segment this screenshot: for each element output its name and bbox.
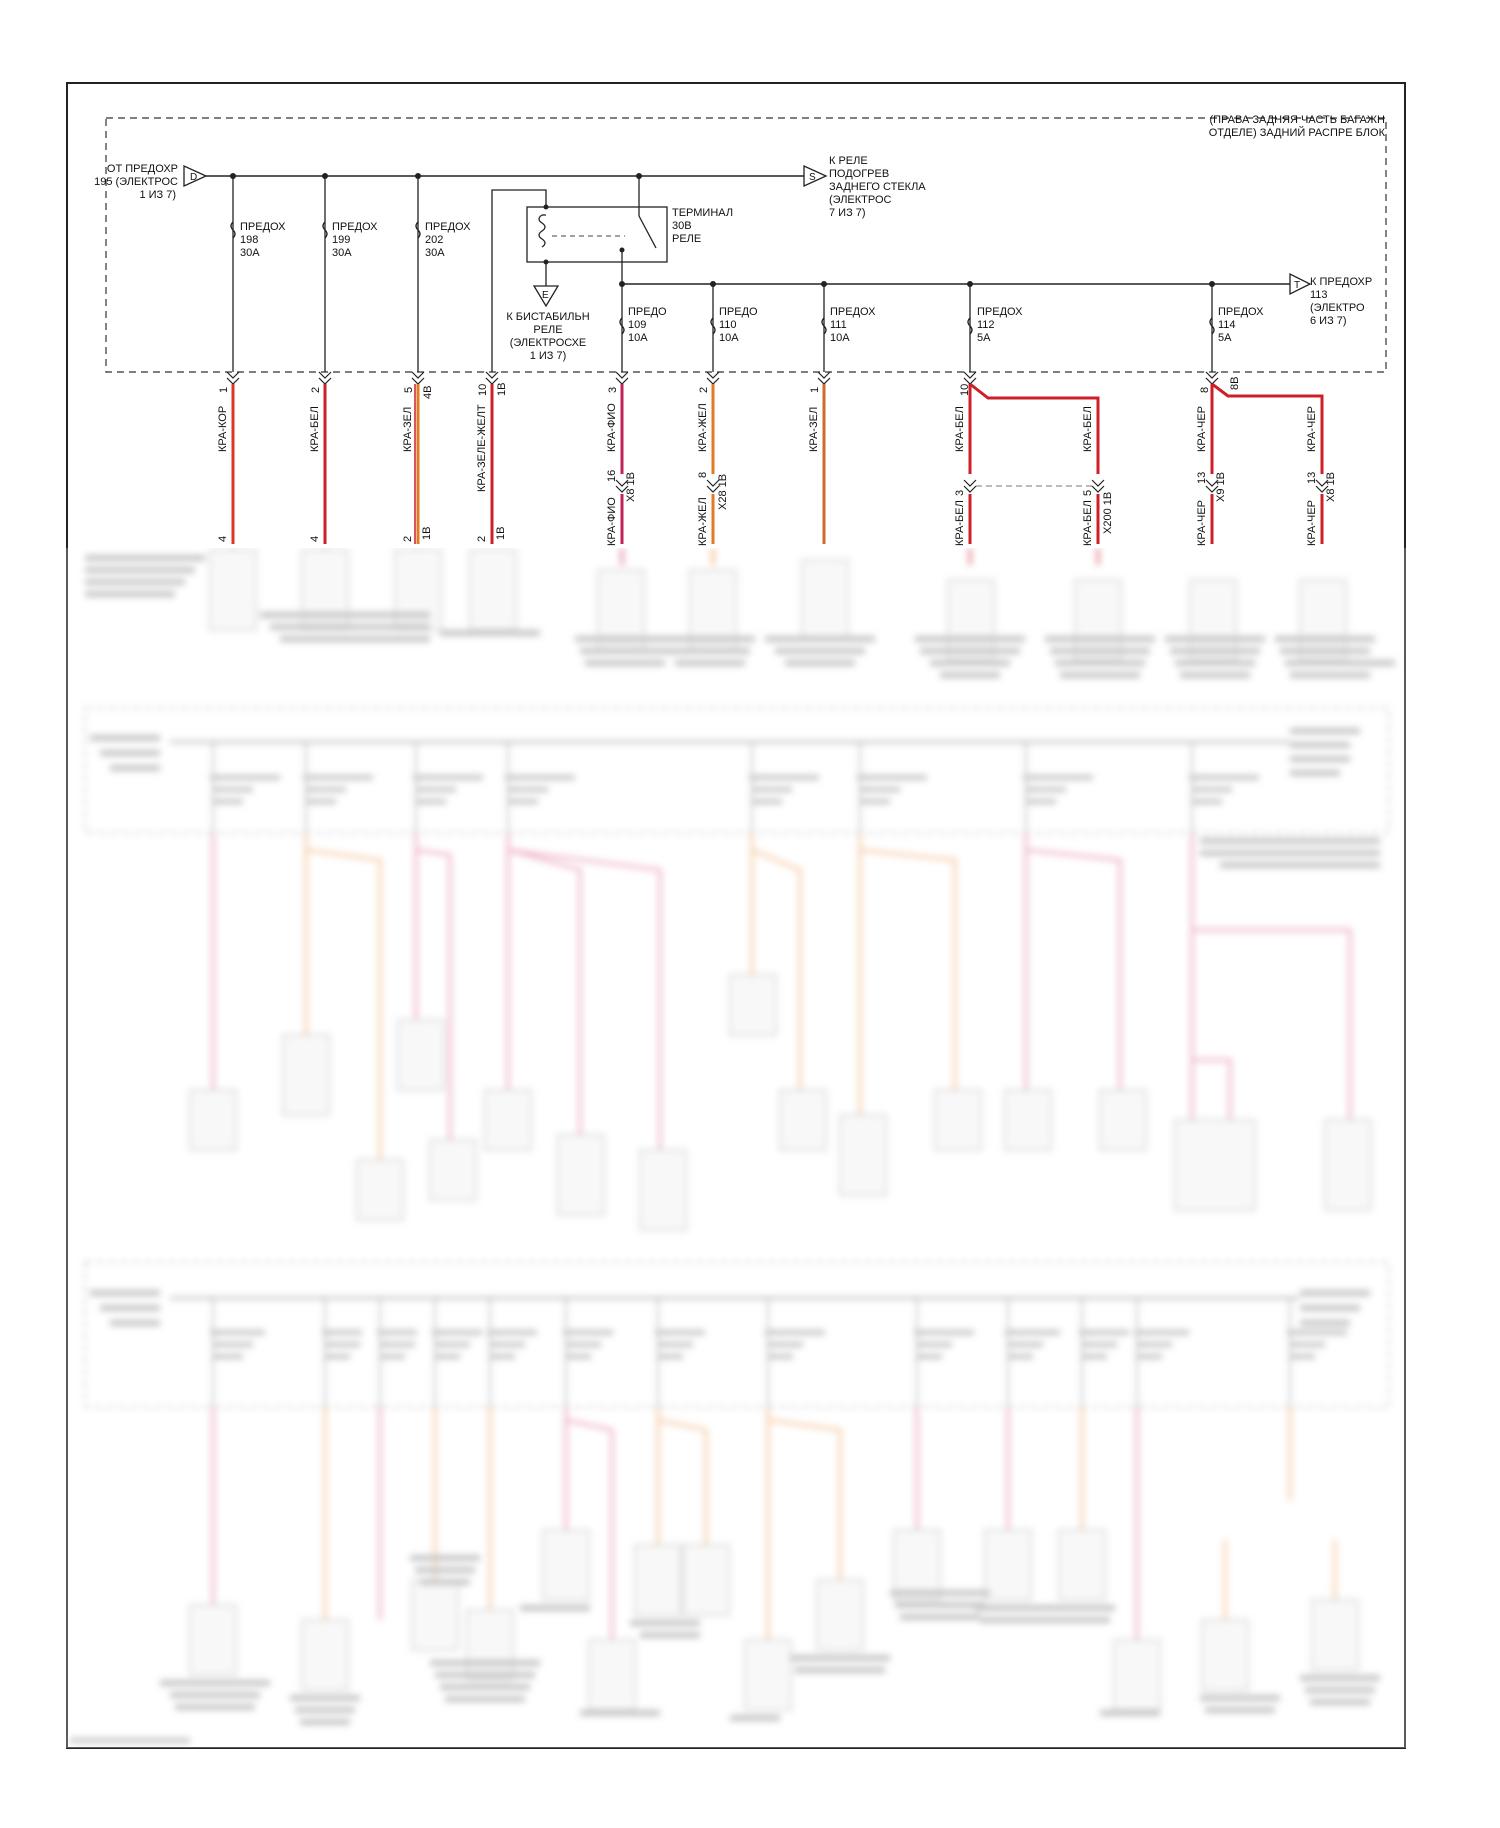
connector-pin: 13 bbox=[1196, 471, 1208, 484]
connector-id: Х9 1В bbox=[1215, 472, 1227, 502]
fuse-112-num: 112 bbox=[977, 319, 995, 331]
fuse-198-amp: 30A bbox=[240, 247, 260, 259]
fuse-111-amp: 10A bbox=[830, 332, 850, 344]
wire-label: КРА-ЗЕЛЕ-ЖЕЛТ bbox=[476, 404, 488, 492]
pin-label: 1 bbox=[809, 386, 821, 393]
fuse-114-name: ПРЕДОХ bbox=[1218, 306, 1264, 318]
fuse-112-amp: 5A bbox=[977, 332, 991, 344]
pin-label: 10 bbox=[477, 383, 489, 396]
connector-pin: 13 bbox=[1306, 471, 1318, 484]
fuse-branch-114 bbox=[1209, 281, 1264, 372]
wire-segments bbox=[233, 384, 1322, 544]
fuse-110-num: 110 bbox=[719, 319, 737, 331]
connector-id: Х8 1В bbox=[1325, 472, 1337, 502]
wire-label: КРА-ЖЕЛ bbox=[697, 497, 709, 546]
dest-t-letter: T bbox=[1294, 280, 1301, 291]
relay-switch bbox=[639, 216, 656, 248]
connector-pin: 3 bbox=[954, 489, 966, 496]
dest-s-letter: S bbox=[809, 172, 816, 183]
fuse-199-name: ПРЕДОХ bbox=[332, 221, 378, 233]
block-title-line1: (ПРАВА ЗАДНЯЯ ЧАСТЬ БАГАЖН bbox=[1209, 114, 1385, 126]
fuse-199-amp: 30A bbox=[332, 247, 352, 259]
fuse-branch-109 bbox=[619, 281, 667, 372]
fuse-114-amp: 5A bbox=[1218, 332, 1232, 344]
fuse-111-name: ПРЕДОХ bbox=[830, 306, 876, 318]
dest-s-line3: ЗАДНЕГО СТЕКЛА bbox=[829, 181, 926, 193]
fuse-110-name: ПРЕДО bbox=[719, 306, 758, 318]
block-title-line2: ОТДЕЛЕ) ЗАДНИЙ РАСПРЕ БЛОК bbox=[1208, 127, 1385, 139]
component-pin: 1В bbox=[421, 526, 433, 540]
fuse-branch-198 bbox=[231, 176, 286, 372]
dest-e-line2: РЕЛЕ bbox=[533, 324, 563, 336]
component-pin: 1В bbox=[495, 526, 507, 540]
wire-label: КРА-БЕЛ bbox=[1082, 500, 1094, 546]
fuse-114-num: 114 bbox=[1218, 319, 1236, 331]
pin-label: 3 bbox=[607, 386, 619, 393]
fuse-branch-111 bbox=[821, 281, 876, 372]
box-edge-connectors bbox=[227, 372, 1218, 384]
dest-e-letter: E bbox=[542, 290, 549, 301]
pin-label: 1 bbox=[218, 386, 230, 393]
source-label-1: ОТ ПРЕДОХР bbox=[106, 163, 178, 175]
wire-label: КРА-ЖЕЛ bbox=[697, 403, 709, 452]
component-pin: 2 bbox=[402, 535, 414, 542]
pin-label: 1В bbox=[496, 382, 508, 396]
distribution-box-outline bbox=[106, 118, 1386, 372]
source-label-3: 1 ИЗ 7) bbox=[139, 189, 176, 201]
wire-label: КРА-ЧЕР bbox=[1306, 499, 1318, 546]
fuse-109-amp: 10A bbox=[628, 332, 648, 344]
relay-label-1: ТЕРМИНАЛ bbox=[672, 207, 734, 219]
wire-label: КРА-ЧЕР bbox=[1196, 499, 1208, 546]
connector-id: Х28 1В bbox=[717, 473, 729, 510]
pin-label: 2 bbox=[310, 386, 322, 393]
relay-label-2: 30В bbox=[672, 220, 692, 232]
fuse-202-amp: 30A bbox=[425, 247, 445, 259]
relay-box bbox=[527, 207, 667, 262]
pin-label: 5 bbox=[403, 386, 415, 393]
pin-label: 4В bbox=[422, 385, 434, 399]
component-pin: 4 bbox=[309, 535, 321, 542]
connector-id: Х200 1В bbox=[1102, 491, 1114, 534]
dest-s-line4: (ЭЛЕКТРОС bbox=[829, 194, 892, 206]
relay-label-3: РЕЛЕ bbox=[672, 233, 702, 245]
wire-label: КРА-ЧЕР bbox=[1196, 405, 1208, 452]
wire-label: КРА-БЕЛ bbox=[309, 406, 321, 452]
component-pin: 4 bbox=[217, 535, 229, 542]
wire-label: КРА-БЕЛ bbox=[1082, 406, 1094, 452]
dest-t-line1: К ПРЕДОХР bbox=[1310, 276, 1373, 288]
relay-coil bbox=[539, 215, 545, 247]
fuse-109-name: ПРЕДО bbox=[628, 306, 667, 318]
fuse-202-num: 202 bbox=[425, 234, 444, 246]
fuse-199-num: 199 bbox=[332, 234, 351, 246]
wire-label: КРА-ЧЕР bbox=[1306, 405, 1318, 452]
connector-id: Х8 1В bbox=[625, 472, 637, 502]
wire-label: КРА-КОР bbox=[217, 405, 229, 452]
dest-e-line3: (ЭЛЕКТРОСХЕ bbox=[509, 337, 587, 349]
fuse-branch-199 bbox=[323, 176, 378, 372]
fuse-112-name: ПРЕДОХ bbox=[977, 306, 1023, 318]
connector-pin: 8 bbox=[697, 471, 709, 478]
connector-pin: 16 bbox=[606, 469, 618, 482]
fuse-branch-202 bbox=[416, 176, 471, 372]
fuse-branch-110 bbox=[710, 281, 758, 372]
pin-label: 2 bbox=[698, 386, 710, 393]
wire-label: КРА-БЕЛ bbox=[954, 500, 966, 546]
dest-s-line1: К РЕЛЕ bbox=[829, 155, 868, 167]
fuse-111-num: 111 bbox=[830, 319, 847, 331]
wire-label: КРА-ЗЕЛ bbox=[808, 406, 820, 452]
fuse-198-name: ПРЕДОХ bbox=[240, 221, 286, 233]
connector-pin: 5 bbox=[1082, 489, 1094, 496]
dest-s-line2: ПОДОГРЕВ bbox=[829, 168, 890, 180]
source-connector-letter: D bbox=[190, 172, 198, 183]
source-label-2: 195 (ЭЛЕКТРОС bbox=[94, 176, 178, 188]
component-pin: 2 bbox=[476, 535, 488, 542]
fuse-198-num: 198 bbox=[240, 234, 259, 246]
blurred-lower-diagram bbox=[64, 548, 1414, 1748]
fuse-109-num: 109 bbox=[628, 319, 647, 331]
wire-label: КРА-ФИО bbox=[606, 403, 618, 452]
dest-t-line3: (ЭЛЕКТРО bbox=[1310, 302, 1365, 314]
pin-label: 8В bbox=[1229, 376, 1241, 390]
fuse-branch-112 bbox=[967, 281, 1023, 372]
dest-t-line2: 113 bbox=[1310, 289, 1328, 301]
dest-t-line4: 6 ИЗ 7) bbox=[1310, 315, 1347, 327]
wire-label: КРА-ЗЕЛ bbox=[402, 406, 414, 452]
wire-label: КРА-ФИО bbox=[606, 497, 618, 546]
pin-label: 8 bbox=[1199, 386, 1211, 393]
dest-e-line4: 1 ИЗ 7) bbox=[529, 350, 567, 362]
wire-label: КРА-БЕЛ bbox=[954, 406, 966, 452]
dest-s-line5: 7 ИЗ 7) bbox=[829, 207, 866, 219]
fuse-202-name: ПРЕДОХ bbox=[425, 221, 471, 233]
dest-e-line1: К БИСТАБИЛЬН bbox=[506, 311, 590, 323]
pin-label: 10 bbox=[959, 383, 971, 396]
fuse-110-amp: 10A bbox=[719, 332, 739, 344]
